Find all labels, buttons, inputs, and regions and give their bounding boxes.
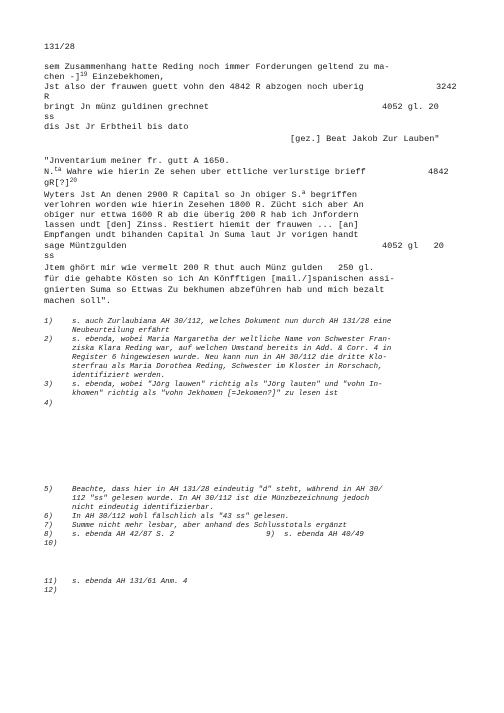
text-line: ss: [44, 112, 55, 122]
footnote-number: 11): [44, 578, 58, 586]
footnote-line: 112 "ss" gelesen wurde. In AH 30/112 ist die Münzbezeichnung jedoch: [72, 495, 370, 503]
footnote-marker: 19: [80, 71, 88, 78]
amount: 4052 gl. 20: [382, 102, 439, 112]
footnote-line: Neubeurteilung erfährt: [72, 327, 170, 335]
amount: 3242: [436, 82, 457, 92]
text-line: sage Müntzgulden: [44, 241, 127, 251]
footnote-line: identifiziert werden.: [72, 372, 166, 380]
footnote-line: s. ebenda, wobei Maria Margaretha der weltliche Name von Schwester Fran-: [72, 336, 392, 344]
text-line: lassen undt [den] Zinss. Restiert hiemit der frauwen ... [an]: [44, 220, 359, 230]
footnote-line: s. auch Zurlaubiana AH 30/112, welches Dokument nun durch AH 131/28 eine: [72, 318, 392, 326]
footnote-number: 8): [44, 531, 53, 539]
text-line: sem Zusammenhang hatte Reding noch immer Forderungen geltend zu ma-: [44, 62, 390, 72]
text-line: R: [44, 92, 50, 102]
signature-line: [gez.] Beat Jakob Zur Lauben": [290, 134, 440, 144]
text-line: Empfangen undt bihanden Capital Jn Suma laut Jr vorigen handt: [44, 230, 359, 240]
footnote-line: Register 6 hingewiesen wurde. Neu kann nun in AH 30/112 die dritte Klo-: [72, 354, 387, 362]
footnote-marker: 20: [69, 177, 77, 184]
footnote-line: nicht eindeutig identifizierbar.: [72, 504, 214, 512]
text-line: machen soll".: [44, 296, 112, 306]
footnote-line: s. ebenda, wobei "Jörg lauwen" richtig als "Jörg lauten" und "vohn In-: [72, 381, 383, 389]
amount: 4052 gl 20: [382, 241, 444, 251]
footnote-line: In AH 30/112 wohl fälschlich als "43 ss" gelesen.: [72, 513, 290, 521]
footnote-line: Beachte, dass hier in AH 131/28 eindeutig "d" steht, während in AH 30/: [72, 486, 383, 494]
footnote-line: sterfrau als Maria Dorothea Reding, Schwester im Kloster in Rorschach,: [72, 363, 383, 371]
text-line: chen -]$^{19}$ Einzebekhomen,: [44, 71, 165, 82]
text-line: gnierten Suma so Ettwas Zu bekhumen abzeführen hab und mich bezalt: [44, 285, 385, 295]
footnote-line: s. ebenda AH 42/87 S. 2: [72, 531, 175, 539]
text-line: Jtem ghört mir wie vermelt 200 R thut auch Münz gulden 250 gl.: [44, 263, 375, 273]
footnote-line: Summe nicht mehr lesbar, aber anhand des Schlusstotals ergänzt: [72, 522, 347, 530]
text-line: obiger nur ettwa 1600 R ab die überig 200 R hab ich Jnfordern: [44, 210, 359, 220]
text-line: ss: [44, 251, 55, 261]
footnote-number: 4): [44, 400, 53, 408]
text-line: für die gehabte Kösten so ich An Könfftigen [mail./]spanischen assi-: [44, 274, 395, 284]
footnote-number: 7): [44, 522, 53, 530]
text-line: bringt Jn münz guldinen grechnet: [44, 102, 210, 112]
amount: 4842: [428, 167, 449, 177]
text-line: dis Jst Jr Erbtheil bis dato: [44, 122, 189, 132]
text-line: verlohren worden wie hierin Zesehen 1800 R. Zücht sich aber An: [44, 200, 364, 210]
footnote-number: 10): [44, 540, 58, 548]
text-line: Wyters Jst An denen 2900 R Capital so Jn obiger S.$^a$ begriffen: [44, 189, 358, 200]
footnote-line: s. ebenda AH 131/61 Anm. 4: [72, 578, 188, 586]
inventory-title: "Jnventarium meiner fr. gutt A 1650.: [44, 156, 230, 166]
footnote-line: ziska Klara Reding war, auf welchen Umstand bereits in Add. & Corr. 4 in: [72, 345, 392, 353]
footnote-number: 3): [44, 381, 53, 389]
footnote-number: 12): [44, 587, 58, 595]
footnote-number: 2): [44, 336, 53, 344]
text-line: Jst also der frauwen guett vohn den 4842 R abzogen noch uberig: [44, 82, 364, 92]
footnote-number: 9): [266, 531, 275, 539]
text-line: gR[?]$^{20}$: [44, 177, 77, 188]
footnote-line: s. ebenda AH 40/49: [284, 531, 364, 539]
footnote-number: 5): [44, 486, 53, 494]
footnote-line: khomen" richtig als "vohn Jekhomen [=Jekomen?]" zu lesen ist: [72, 390, 339, 398]
page-number: 131/28: [44, 42, 75, 52]
footnote-number: 6): [44, 513, 53, 521]
text-line: N.$^{ta}$ Wahre wie hierin Ze sehen uber ettliche verlurstige brieff: [44, 166, 366, 177]
footnote-number: 1): [44, 318, 53, 326]
